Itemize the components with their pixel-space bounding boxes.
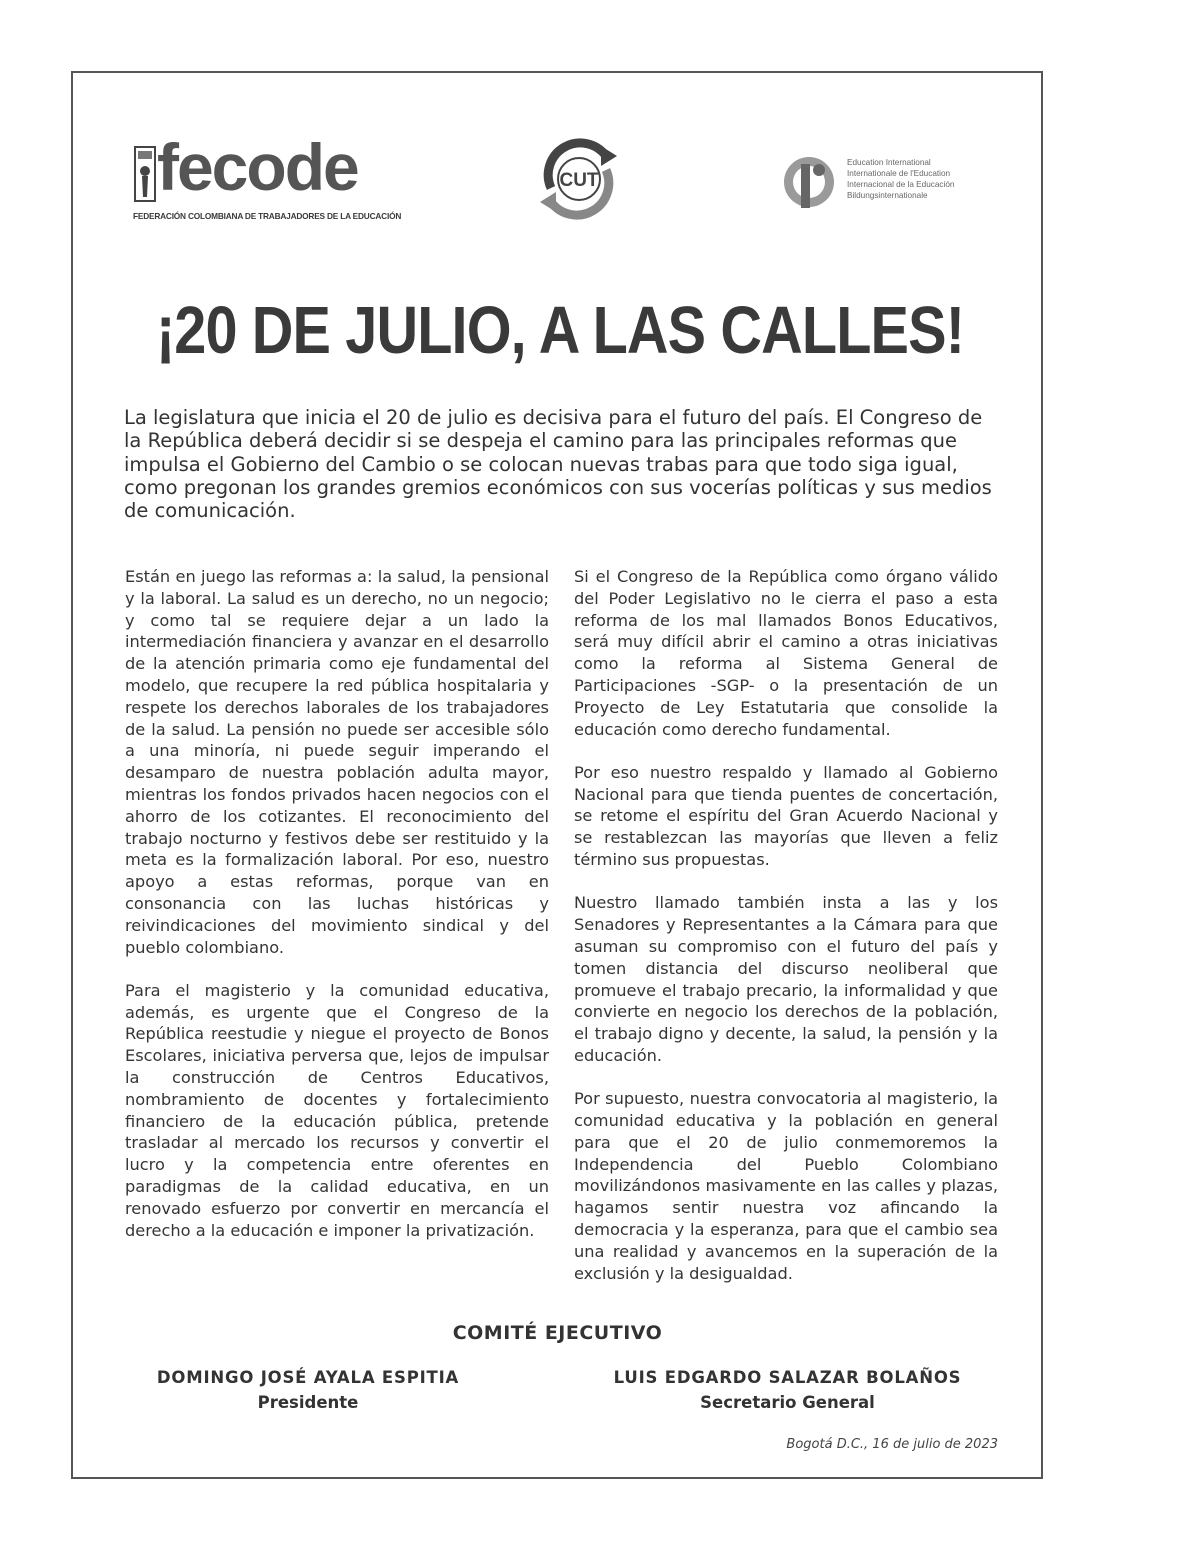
body-paragraph: Por supuesto, nuestra convocatoria al magisterio, la comunidad educativa y la población en general para que el 20 de julio conmemoremos la Independencia del Pueblo Colombiano movilizándonos masivamente en las calles y plazas, hagamos sentir nuestra voz afincando la democracia y la esperanza, para que el cambio sea una realidad y avancemos en la superación de la exclusión y la desigualdad.: [574, 1089, 998, 1283]
cut-logo-letters: CUT: [559, 170, 599, 191]
body-paragraph: Por eso nuestro respaldo y llamado al Gobierno Nacional para que tienda puentes de concertación, se retome el espíritu del Gran Acuerdo Nacional y se restablezcan las mayorías que lleven a feliz término sus propuestas.: [574, 762, 998, 870]
committee-title: COMITÉ EJECUTIVO: [452, 1322, 663, 1344]
ei-logo-text: [847, 157, 954, 201]
ei-logo-line: Internacional de la Educación: [847, 180, 955, 189]
ei-logo-line: Bildungsinternationale: [847, 191, 928, 200]
body-paragraph: Para el magisterio y la comunidad educativa, además, es urgente que el Congreso de la República reestudie y niegue el proyecto de Bonos Escolares, iniciativa perversa que, lejos de impulsar la construcción de Centros Educativos, nombramiento de docentes y fortalecimiento financiero de la educación pública, pretende trasladar al mercado los recursos y convertir el lucro y la competencia entre oferentes en paradigmas de la calidad educativa, en un renovado esfuerzo por convertir en mercancía el derecho a la educación e imponer la privatización.: [125, 980, 549, 1240]
signer-role: Presidente: [257, 1393, 359, 1412]
intro-paragraph: La legislatura que inicia el 20 de julio es decisiva para el futuro del país. El Congreso de la República deberá decidir si se despeja el camino para las principales reformas que impulsa el Gobierno del Cambio o se colocan nuevas trabas para que todo siga igual, como pregonan los grandes gremios económicos con sus vocerías políticas y sus medios de comunicación.: [124, 406, 992, 523]
cut-emblem-icon: [531, 138, 626, 220]
fecode-logo-subtitle: FEDERACIÓN COLOMBIANA DE TRABAJADORES DE LA EDUCACIÓN: [133, 211, 402, 221]
body-paragraph: Si el Congreso de la República como órgano válido del Poder Legislativo no le cierra el paso a esta reforma de los mal llamados Bonos Educativos, será muy difícil abrir el camino a otras iniciativas como la reforma al Sistema General de Participaciones -SGP- o la presentación de un Proyecto de Ley Estatutaria que consolide la educación como derecho fundamental.: [574, 567, 998, 739]
body-paragraph: Nuestro llamado también insta a las y los Senadores y Representantes a la Cámara para que asuman su compromiso con el futuro del país y tomen distancia del discurso neoliberal que promueve el trabajo precario, la informalidad y que convierte en negocio los derechos de la población, el trabajo digno y decente, la salud, la pensión y la educación.: [574, 893, 998, 1065]
cut-logo: [531, 138, 626, 220]
signer-name: LUIS EDGARDO SALAZAR BOLAÑOS: [613, 1368, 962, 1387]
ei-logo-line: Education International: [847, 158, 931, 167]
ei-logo-line: Internationale de l'Education: [847, 169, 951, 178]
signer-role: Secretario General: [700, 1393, 875, 1412]
signer-president: [130, 1367, 486, 1417]
headline: ¡20 DE JULIO, A LAS CALLES!: [155, 293, 965, 368]
ei-emblem-icon: [781, 152, 841, 212]
body-paragraph: Están en juego las reformas a: la salud, la pensional y la laboral. La salud es un derecho, no un negocio; y como tal se requiere dejar a un lado la intermediación financiera y avanzar en el desarrollo de la atención primaria como eje fundamental del modelo, que recupere la red pública hospitalaria y respete los derechos laborales de los trabajadores de la salud. La pensión no puede ser accesible sólo a una minoría, ni puede seguir imperando el desamparo de nuestra población adulta mayor, mientras los fondos privados hacen negocios con el ahorro de los cotizantes. El reconocimiento del trabajo nocturno y festivos debe ser restituido y la meta es la formalización laboral. Por eso, nuestro apoyo a estas reformas, porque van en consonancia con las luchas históricas y reivindicaciones del movimiento sindical y del pueblo colombiano.: [125, 567, 549, 957]
signer-name: DOMINGO JOSÉ AYALA ESPITIA: [156, 1368, 460, 1387]
right-column: [574, 566, 998, 1306]
fecode-logo: [133, 130, 402, 226]
signer-secretary: [595, 1367, 980, 1417]
fecode-logo-word: fecode: [157, 130, 358, 204]
document-date: Bogotá D.C., 16 de julio de 2023: [786, 1437, 998, 1452]
fecode-emblem-icon: [133, 145, 159, 203]
left-column: [125, 566, 549, 1263]
education-international-logo: [781, 152, 1001, 212]
